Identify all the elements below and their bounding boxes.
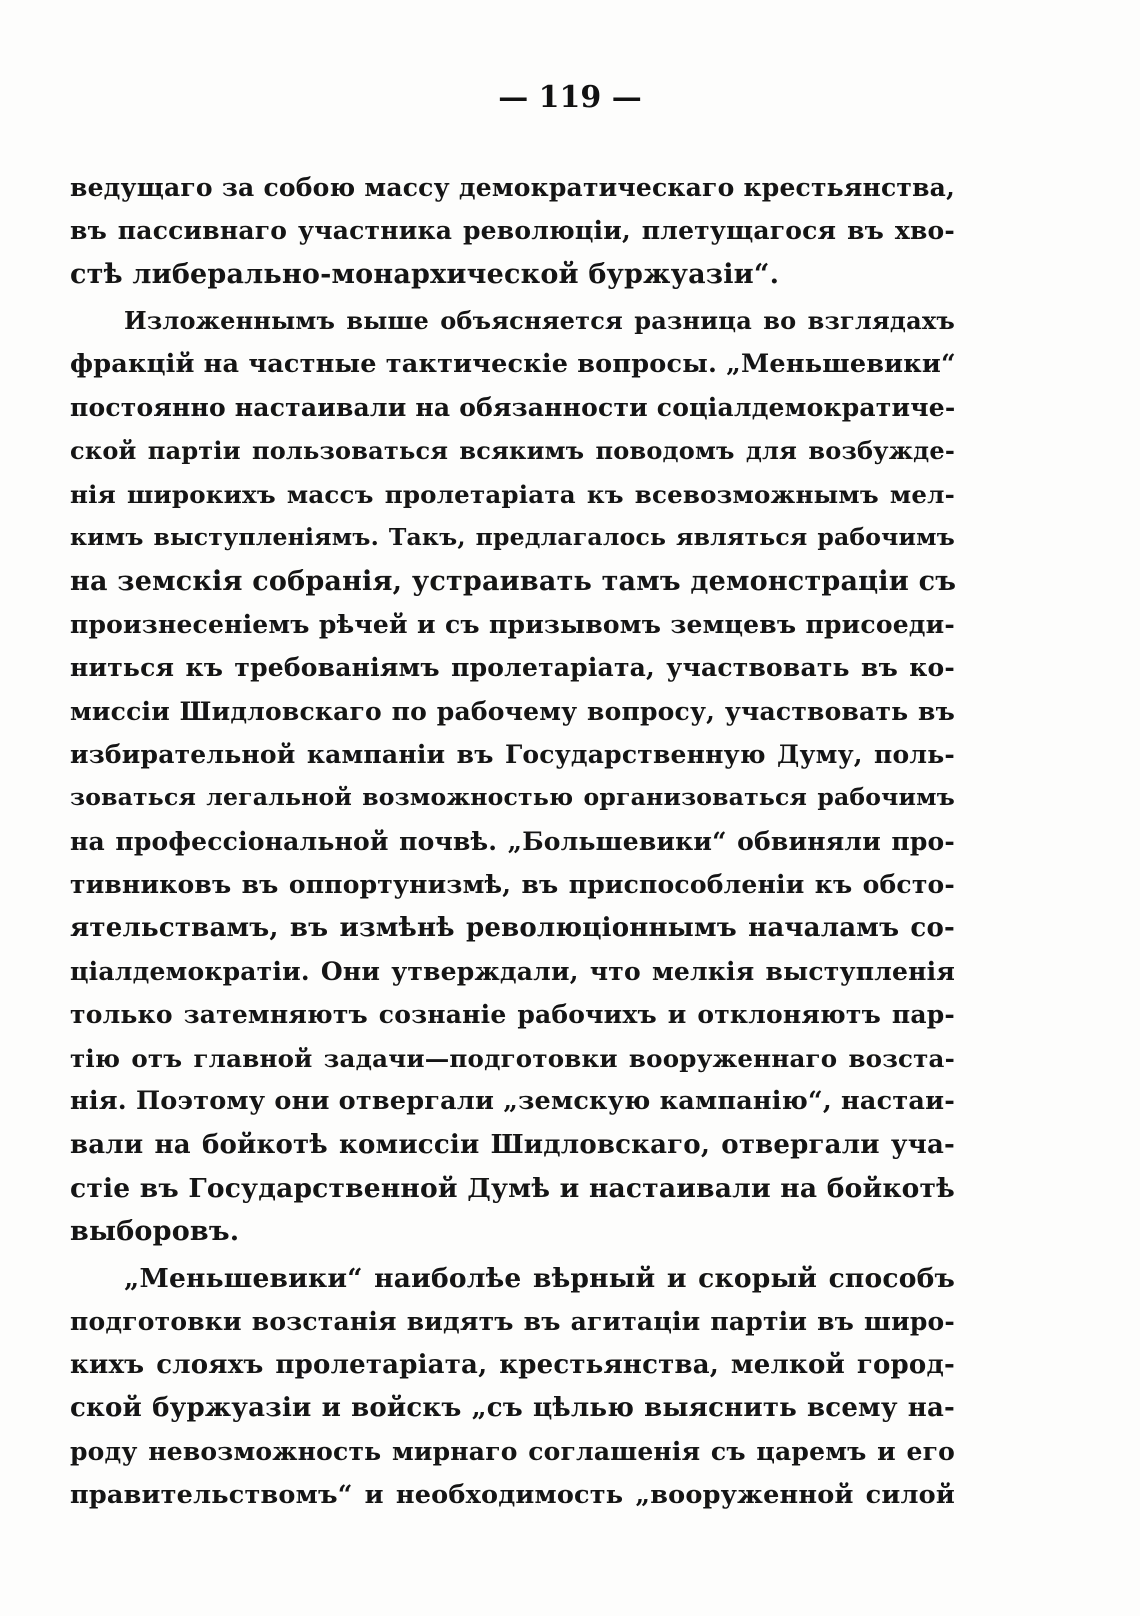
text-line: стѣ либерально-монархической буржуазіи“. xyxy=(70,258,780,290)
text-line: постоянно настаивали на обязанности соціалдемократиче- xyxy=(70,392,956,422)
text-line: нія широкихъ массъ пролетаріата къ всевозможнымъ мел- xyxy=(70,479,955,509)
page-number: — 119 — xyxy=(498,80,642,115)
text-line: избирательной кампаніи въ Государственную Думу, поль- xyxy=(70,740,955,770)
text-line: ской партіи пользоваться всякимъ поводомъ для возбужде- xyxy=(70,436,955,466)
text-line: ской буржуазіи и войскъ „съ цѣлью выяснить всему на- xyxy=(70,1392,955,1423)
text-line: подготовки возстанія видятъ въ агитаціи партіи въ широ- xyxy=(70,1307,955,1337)
text-line: нія. Поэтому они отвергали „земскую кампанію“, настаи- xyxy=(70,1086,955,1117)
text-line: роду невозможность мирнаго соглашенія съ царемъ и его xyxy=(70,1437,955,1467)
text-line: фракцій на частные тактическіе вопросы. „Меньшевики“ xyxy=(70,348,956,379)
text-line: кихъ слояхъ пролетаріата, крестьянства, мелкой город- xyxy=(70,1349,955,1380)
body-text xyxy=(70,166,955,1517)
text-line: стіе въ Государственной Думѣ и настаивали на бойкотѣ xyxy=(70,1172,955,1204)
text-line: только затемняютъ сознаніе рабочихъ и отклоняютъ пар- xyxy=(70,1000,955,1030)
text-line: тивниковъ въ оппортунизмѣ, въ приспособленіи къ обсто- xyxy=(70,870,955,900)
text-line: на земскія собранія, устраивать тамъ демонстраціи съ xyxy=(70,565,957,597)
text-line: произнесеніемъ рѣчей и съ призывомъ земцевъ присоеди- xyxy=(70,609,955,639)
text-line: вали на бойкотѣ комиссіи Шидловскаго, отвергали уча- xyxy=(70,1129,955,1160)
text-line: тію отъ главной задачи—подготовки вооруженнаго возста- xyxy=(70,1043,955,1073)
text-line: выборовъ. xyxy=(70,1216,240,1248)
text-line: на профессіональной почвѣ. „Большевики“ обвиняли про- xyxy=(70,826,955,856)
text-line: ведущаго за собою массу демократическаго крестьянства, xyxy=(70,173,955,202)
text-line: ятельствамъ, въ измѣнѣ революціоннымъ началамъ со- xyxy=(70,912,955,943)
text-line: миссіи Шидловскаго по рабочему вопросу, участвовать въ xyxy=(70,696,955,726)
text-line: ниться къ требованіямъ пролетаріата, участвовать въ ко- xyxy=(70,653,955,683)
text-line: ціалдемократіи. Они утверждали, что мелкія выступленія xyxy=(70,957,955,987)
text-line: въ пассивнаго участника революціи, плетущагося въ хво- xyxy=(70,216,955,246)
text-line: кимъ выступленіямъ. Такъ, предлагалось являться рабочимъ xyxy=(70,523,955,552)
text-line: правительствомъ“ и необходимость „вооруженной силой xyxy=(70,1479,955,1510)
text-line: Изложеннымъ выше объясняется разница во взглядахъ xyxy=(124,306,955,336)
text-line: зоваться легальной возможностью организоваться рабочимъ xyxy=(70,783,955,812)
text-line: „Меньшевики“ наиболѣе вѣрный и скорый способъ xyxy=(124,1262,955,1294)
